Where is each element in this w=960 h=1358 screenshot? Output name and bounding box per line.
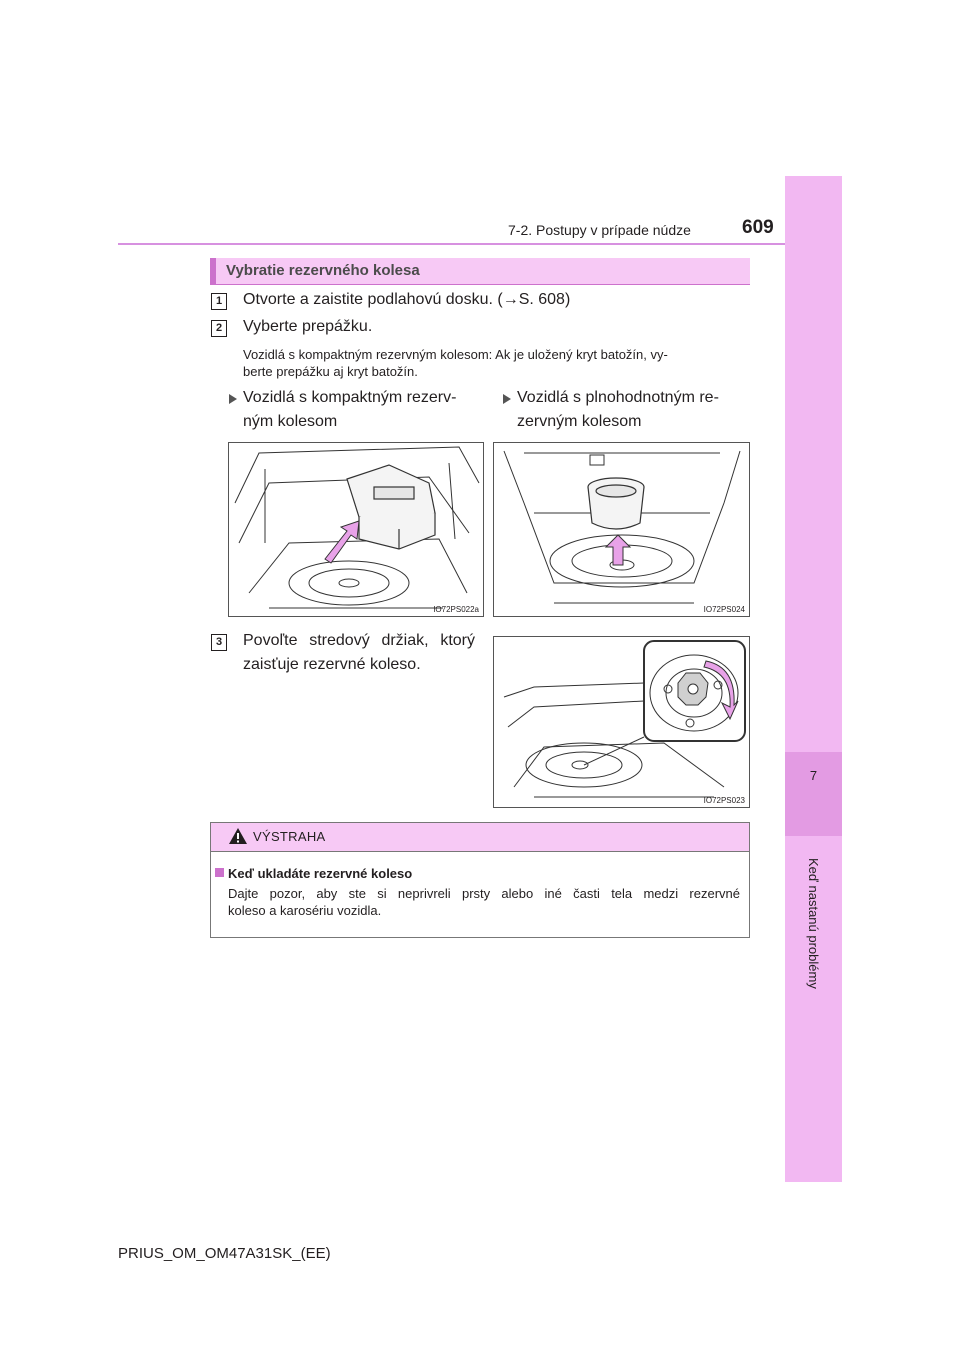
bullet-1-line1: Vozidlá s kompaktným rezerv-: [243, 389, 457, 406]
illustration-trunk-fullsize: [494, 443, 749, 616]
header-section: 7-2. Postupy v prípade núdze: [508, 222, 691, 238]
warning-header-rule: [211, 851, 749, 852]
step-badge-2: 2: [211, 320, 227, 337]
warning-bullet-square-icon: [215, 868, 224, 877]
figure-loosen-holder: [493, 636, 750, 808]
warning-title: VÝSTRAHA: [253, 829, 326, 844]
step-2-text: Vyberte prepážku.: [243, 318, 373, 335]
step-3-line2: zaisťuje rezervné koleso.: [243, 656, 421, 673]
step-badge-3: 3: [211, 634, 227, 651]
warning-subtitle: Keď ukladáte rezervné koleso: [228, 866, 413, 881]
warning-triangle-icon: [228, 827, 248, 845]
illustration-spare-holder: [494, 637, 749, 807]
chapter-number: 7: [809, 768, 818, 783]
step-2-note-line1: Vozidlá s kompaktným rezervným kolesom: Ak je uložený kryt batožín, vy-: [243, 347, 668, 362]
section-title-rule: [210, 284, 750, 285]
bullet-triangle-icon: [503, 394, 511, 404]
chapter-number-block: [785, 752, 842, 836]
figure-fullsize-spare: [493, 442, 750, 617]
warning-line-2: koleso a karosériu vozidla.: [228, 903, 382, 918]
chapter-title-vertical: [805, 858, 825, 989]
figure-code: IO72PS023: [703, 796, 745, 805]
chapter-title: Keď nastanú problémy: [806, 858, 821, 989]
figure-compact-spare: [228, 442, 484, 617]
bullet-1-line2: ným kolesom: [243, 413, 338, 430]
bullet-triangle-icon: [229, 394, 237, 404]
header-rule: [118, 243, 785, 245]
warning-body: [228, 885, 740, 919]
figure-code: IO72PS024: [703, 605, 745, 614]
warning-line-1: Dajte pozor, aby ste si neprivreli prsty alebo iné časti tela medzi rezervné: [228, 886, 740, 901]
bullet-2-line2: zervným kolesom: [517, 413, 642, 430]
step-2-note-line2: berte prepážku aj kryt batožín.: [243, 364, 418, 379]
step-1-text: Otvorte a zaistite podlahovú dosku. (→S. 608): [243, 291, 571, 308]
bullet-2-line1: Vozidlá s plnohodnotným re-: [517, 389, 719, 406]
step-3-line1: Povoľte stredový držiak, ktorý: [243, 632, 475, 649]
figure-code: IO72PS022a: [433, 605, 479, 614]
step-badge-1: 1: [211, 293, 227, 310]
section-title: Vybratie rezervného kolesa: [226, 262, 420, 279]
footer-document-code: PRIUS_OM_OM47A31SK_(EE): [118, 1245, 331, 1262]
chapter-side-tab: [785, 176, 842, 1182]
page-number: 609: [742, 217, 774, 238]
illustration-trunk-compact: [229, 443, 483, 616]
